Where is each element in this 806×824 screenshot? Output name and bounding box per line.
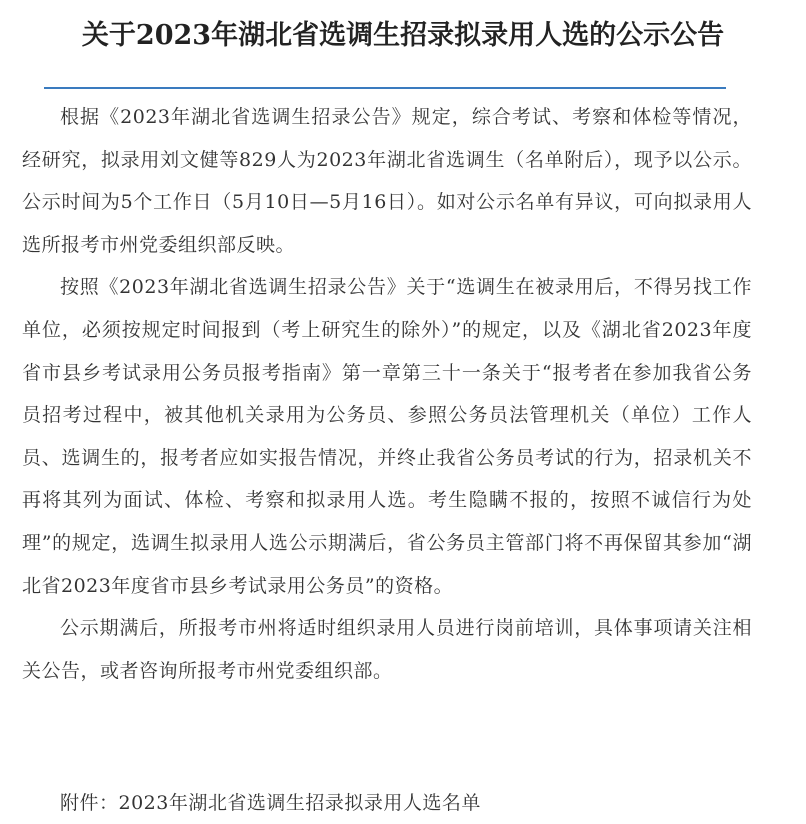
- paragraph-rules: 按照《2023年湖北省选调生招录公告》关于“选调生在被录用后，不得另找工作单位，必须按规定时间报到（考上研究生的除外）”的规定，以及《湖北省2023年度省市县乡考试录用公务员报考指南》第一章第三十一条关于“报考者在参加我省公务员招考过程中，被其他机关录用为公务员、参照公务员法管理机关（单位）工作人员、选调生的，报考者应如实报告情况，并终止我省公务员考试的行为，招录机关不再将其列为面试、体检、考察和拟录用人选。考生隐瞒不报的，按照不诚信行为处理”的规定，选调生拟录用人选公示期满后，省公务员主管部门将不再保留其参加“湖北省2023年度省市县乡考试录用公务员”的资格。: [22, 276, 752, 597]
- notice-body: [22, 96, 752, 692]
- paragraph-training: 公示期满后，所报考市州将适时组织录用人员进行岗前培训，具体事项请关注相关公告，或者咨询所报考市州党委组织部。: [22, 617, 752, 682]
- attachment-link[interactable]: 附件：2023年湖北省选调生招录拟录用人选名单: [60, 792, 481, 814]
- title-divider: [44, 87, 726, 89]
- paragraph-publicity: 根据《2023年湖北省选调生招录公告》规定，综合考试、考察和体检等情况，经研究，拟录用刘文健等829人为2023年湖北省选调生（名单附后），现予以公示。公示时间为5个工作日（5月10日—5月16日）。如对公示名单有异议，可向拟录用人选所报考市州党委组织部反映。: [22, 106, 752, 256]
- page-title: 关于2023年湖北省选调生招录拟录用人选的公示公告: [81, 20, 725, 51]
